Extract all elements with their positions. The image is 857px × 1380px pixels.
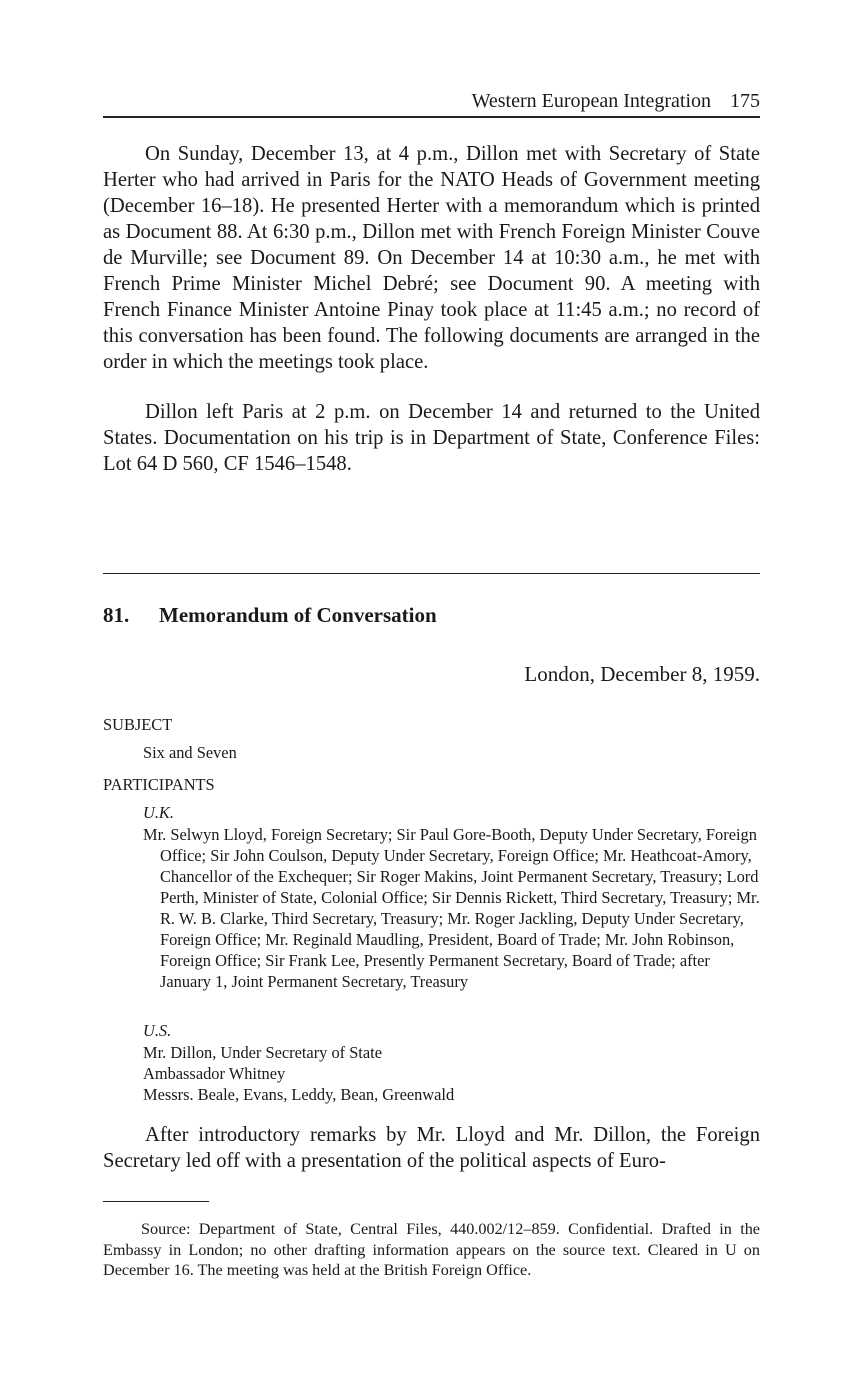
section-divider xyxy=(103,573,760,574)
footnote-rule xyxy=(103,1201,209,1202)
us-participant: Mr. Dillon, Under Secretary of State xyxy=(143,1043,382,1062)
document-title: Memorandum of Conversation xyxy=(159,603,437,627)
participants-label: PARTICIPANTS xyxy=(103,775,215,794)
page-number: 175 xyxy=(730,90,760,112)
paragraph-text: Dillon left Paris at 2 p.m. on December 14 and returned to the United States. Documentation on his trip is in Department of State, Conference Files: Lot 64 D 560, CF 1546–1548. xyxy=(103,401,760,475)
source-footnote: Source: Department of State, Central Files, 440.002/12–859. Confidential. Drafted in the Embassy in London; no other drafting information appears on the source text. Cleared in U on December 16. The meeting was held at the British Foreign Office. xyxy=(103,1220,760,1279)
intro-paragraph-1 xyxy=(103,141,760,375)
running-title: Western European Integration xyxy=(471,90,711,112)
uk-label: U.K. xyxy=(143,803,174,822)
us-participants xyxy=(143,1042,454,1105)
subject-value: Six and Seven xyxy=(143,743,237,762)
document-number: 81. xyxy=(103,603,130,627)
subject-label: SUBJECT xyxy=(103,715,173,734)
uk-participants-text: Mr. Selwyn Lloyd, Foreign Secretary; Sir Paul Gore-Booth, Deputy Under Secretary, Foreign Office; Sir John Coulson, Deputy Under Secretary, Foreign Office; Mr. Heathcoat-Amory, Chancellor of the Exchequer; Sir Roger Makins, Joint Permanent Secretary, Treasury; Lord Perth, Minister of State, Colonial Office; Sir Dennis Rickett, Third Secretary, Treasury; Mr. R. W. B. Clarke, Third Secretary, Treasury; Mr. Roger Jackling, Deputy Under Secretary, Foreign Office; Mr. Reginald Maudling, President, Board of Trade; Mr. John Robinson, Foreign Office; Sir Frank Lee, Presently Permanent Secretary, Board of Trade; after January 1, Joint Permanent Secretary, Treasury xyxy=(143,825,760,991)
paragraph-text: After introductory remarks by Mr. Lloyd and Mr. Dillon, the Foreign Secretary led off with a presentation of the political aspects of Euro- xyxy=(103,1124,760,1172)
us-label: U.S. xyxy=(143,1021,172,1040)
paragraph-text: On Sunday, December 13, at 4 p.m., Dillon met with Secretary of State Herter who had arrived in Paris for the NATO Heads of Government meeting (December 16–18). He presented Herter with a memorandum which is printed as Document 88. At 6:30 p.m., Dillon met with French Foreign Minister Couve de Murville; see Document 89. On December 14 at 10:30 a.m., he met with French Prime Minister Michel Debré; see Document 90. A meeting with French Finance Minister Antoine Pinay took place at 11:45 a.m.; no record of this conversation has been found. The following documents are arranged in the order in which the meetings took place. xyxy=(103,143,760,373)
us-participant: Ambassador Whitney xyxy=(143,1064,286,1083)
running-header xyxy=(103,86,760,118)
dateline: London, December 8, 1959. xyxy=(524,662,760,686)
us-participant: Messrs. Beale, Evans, Leddy, Bean, Greenwald xyxy=(143,1085,455,1104)
memo-body xyxy=(103,1122,760,1174)
uk-participants xyxy=(143,824,760,992)
intro-paragraph-2 xyxy=(103,399,760,477)
